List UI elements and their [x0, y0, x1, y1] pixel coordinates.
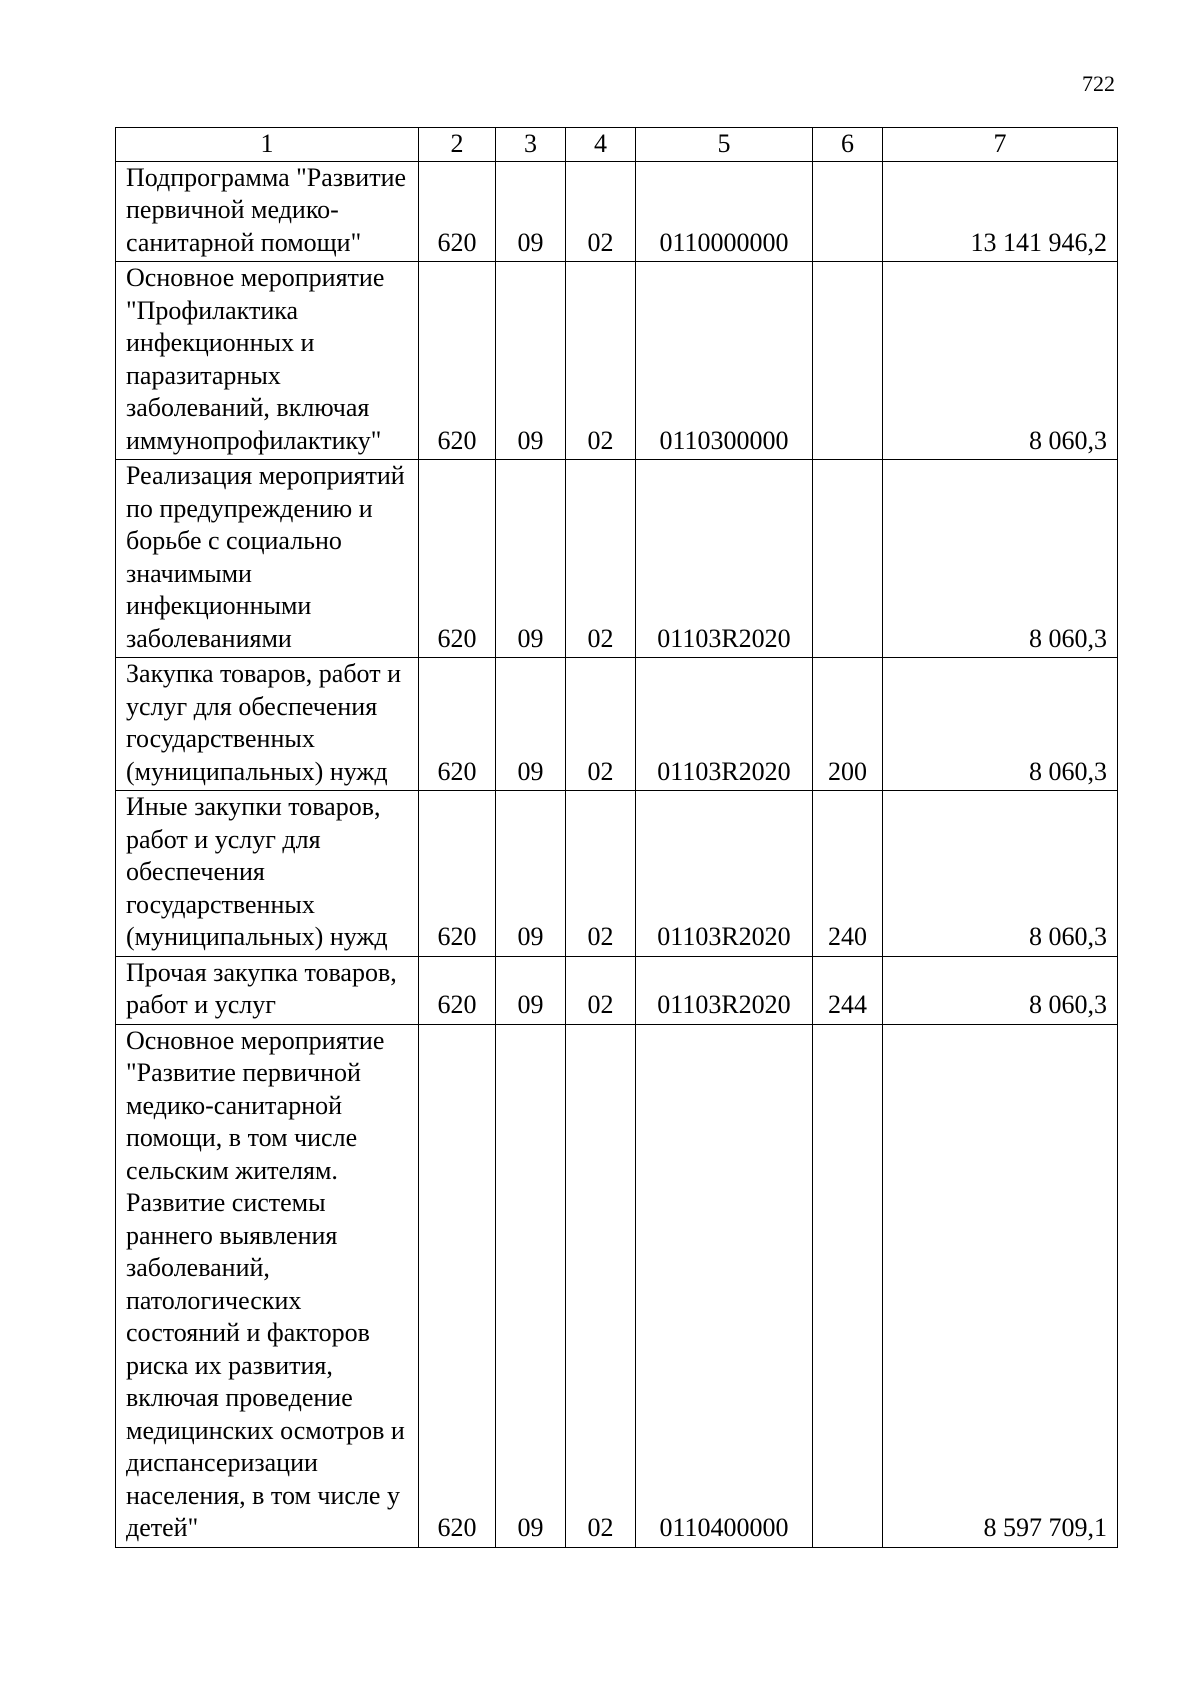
ministry-code: 620: [419, 658, 496, 791]
table-row: [116, 262, 1118, 460]
item-name: Иные закупки товаров, работ и услуг для обеспечения государственных (муниципальных) нужд: [116, 791, 419, 957]
expense-type-code: [813, 262, 883, 460]
section-code: 09: [496, 956, 566, 1024]
ministry-code: 620: [419, 460, 496, 658]
header-cell-1: 1: [116, 128, 419, 162]
subsection-code: 02: [566, 658, 636, 791]
header-cell-3: 3: [496, 128, 566, 162]
table-row: [116, 1024, 1118, 1547]
target-article-code: 0110300000: [636, 262, 813, 460]
amount: 8 060,3: [883, 262, 1118, 460]
subsection-code: 02: [566, 262, 636, 460]
target-article-code: 0110000000: [636, 161, 813, 262]
item-name: Основное мероприятие "Профилактика инфекционных и паразитарных заболеваний, включая иммунопрофилактику": [116, 262, 419, 460]
ministry-code: 620: [419, 161, 496, 262]
ministry-code: 620: [419, 1024, 496, 1547]
item-name: Реализация мероприятий по предупреждению и борьбе с социально значимыми инфекционными заболеваниями: [116, 460, 419, 658]
table-row: [116, 956, 1118, 1024]
section-code: 09: [496, 1024, 566, 1547]
ministry-code: 620: [419, 262, 496, 460]
expense-type-code: [813, 161, 883, 262]
header-cell-6: 6: [813, 128, 883, 162]
ministry-code: 620: [419, 791, 496, 957]
expense-type-code: 200: [813, 658, 883, 791]
subsection-code: 02: [566, 956, 636, 1024]
header-cell-4: 4: [566, 128, 636, 162]
item-name: Прочая закупка товаров, работ и услуг: [116, 956, 419, 1024]
section-code: 09: [496, 460, 566, 658]
subsection-code: 02: [566, 791, 636, 957]
item-name: Подпрограмма "Развитие первичной медико-санитарной помощи": [116, 161, 419, 262]
table-header-row: [116, 128, 1118, 162]
amount: 8 060,3: [883, 658, 1118, 791]
table-row: [116, 460, 1118, 658]
header-cell-2: 2: [419, 128, 496, 162]
expense-type-code: 244: [813, 956, 883, 1024]
subsection-code: 02: [566, 1024, 636, 1547]
amount: 13 141 946,2: [883, 161, 1118, 262]
header-cell-7: 7: [883, 128, 1118, 162]
amount: 8 060,3: [883, 956, 1118, 1024]
amount: 8 060,3: [883, 791, 1118, 957]
subsection-code: 02: [566, 460, 636, 658]
target-article-code: 01103R2020: [636, 658, 813, 791]
budget-table: [115, 127, 1118, 1548]
expense-type-code: 240: [813, 791, 883, 957]
header-cell-5: 5: [636, 128, 813, 162]
table-row: [116, 161, 1118, 262]
item-name: Основное мероприятие "Развитие первичной медико-санитарной помощи, в том числе сельским жителям. Развитие системы раннего выявления заболеваний, патологических состояний и факторов риска их развития, включая проведение медицинских осмотров и диспансеризации населения, в том числе у детей": [116, 1024, 419, 1547]
table-row: [116, 791, 1118, 957]
table-row: [116, 658, 1118, 791]
ministry-code: 620: [419, 956, 496, 1024]
target-article-code: 01103R2020: [636, 956, 813, 1024]
expense-type-code: [813, 460, 883, 658]
section-code: 09: [496, 791, 566, 957]
target-article-code: 01103R2020: [636, 791, 813, 957]
amount: 8 597 709,1: [883, 1024, 1118, 1547]
section-code: 09: [496, 161, 566, 262]
section-code: 09: [496, 658, 566, 791]
target-article-code: 0110400000: [636, 1024, 813, 1547]
target-article-code: 01103R2020: [636, 460, 813, 658]
expense-type-code: [813, 1024, 883, 1547]
section-code: 09: [496, 262, 566, 460]
page-number: 722: [1082, 71, 1115, 96]
amount: 8 060,3: [883, 460, 1118, 658]
item-name: Закупка товаров, работ и услуг для обеспечения государственных (муниципальных) нужд: [116, 658, 419, 791]
subsection-code: 02: [566, 161, 636, 262]
